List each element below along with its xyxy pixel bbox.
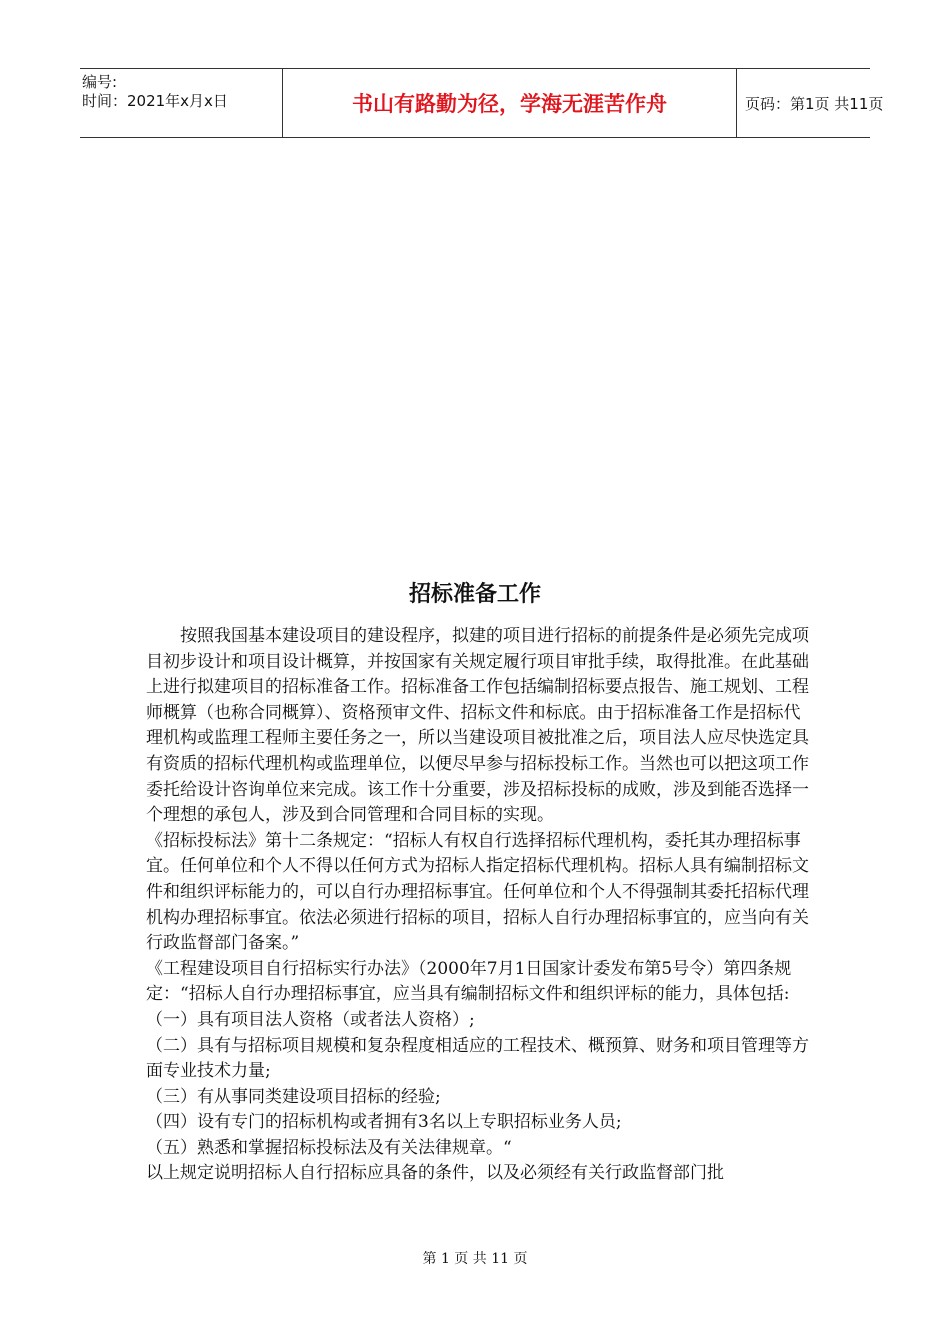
list-item: （四）设有专门的招标机构或者拥有3名以上专职招标业务人员; — [146, 1112, 622, 1133]
document-body — [146, 624, 816, 1187]
list-item: （二）具有与招标项目规模和复杂程度相适应的工程技术、概预算、财务和项目管理等方面专业技术力量; — [146, 1035, 809, 1082]
page-footer: 第 1 页 共 11 页 — [422, 1251, 528, 1267]
list-item: （三）有从事同类建设项目招标的经验; — [146, 1086, 441, 1107]
page-header — [80, 68, 884, 138]
paragraph: 《工程建设项目自行招标实行办法》（2000年7月1日国家计委发布第5号令）第四条规定：“招标人自行办理招标事宜，应当具有编制招标文件和组织评标的能力，具体包括: — [146, 958, 792, 1005]
doc-number-label: 编号: — [82, 73, 118, 91]
list-item: （五）熟悉和掌握招标投标法及有关法律规章。“ — [146, 1137, 512, 1158]
header-page-code: 页码：第1页 共11页 — [745, 94, 884, 113]
paragraph: 以上规定说明招标人自行招标应具备的条件，以及必须经有关行政监督部门批 — [146, 1163, 724, 1184]
list-item: （一）具有项目法人资格（或者法人资格）; — [146, 1009, 475, 1030]
paragraph: 《招标投标法》第十二条规定：“招标人有权自行选择招标代理机构，委托其办理招标事宜。任何单位和个人不得以任何方式为招标人指定招标代理机构。招标人具有编制招标文件和组织评标能力的，可以自行办理招标事宜。任何单位和个人不得强制其委托招标代理机构办理招标事宜。依法必须进行招标的项目，招标人自行办理招标事宜的，应当向有关行政监督部门备案。” — [146, 830, 809, 954]
header-motto: 书山有路勤为径，学海无涯苦作舟 — [282, 69, 737, 137]
header-meta — [80, 69, 282, 137]
paragraph: 按照我国基本建设项目的建设程序，拟建的项目进行招标的前提条件是必须先完成项目初步设计和项目设计概算，并按国家有关规定履行项目审批手续，取得批准。在此基础上进行拟建项目的招标准备工作。招标准备工作包括编制招标要点报告、施工规划、工程师概算（也称合同概算）、资格预审文件、招标文件和标底。由于招标准备工作是招标代理机构或监理工程师主要任务之一，所以当建设项目被批准之后，项目法人应尽快选定具有资质的招标代理机构或监理单位，以便尽早参与招标投标工作。当然也可以把这项工作委托给设计咨询单位来完成。该工作十分重要，涉及招标投标的成败，涉及到能否选择一个理想的承包人，涉及到合同管理和合同目标的实现。 — [146, 626, 809, 826]
document-title: 招标准备工作 — [408, 582, 541, 607]
doc-date: 时间：2021年x月x日 — [82, 92, 228, 110]
